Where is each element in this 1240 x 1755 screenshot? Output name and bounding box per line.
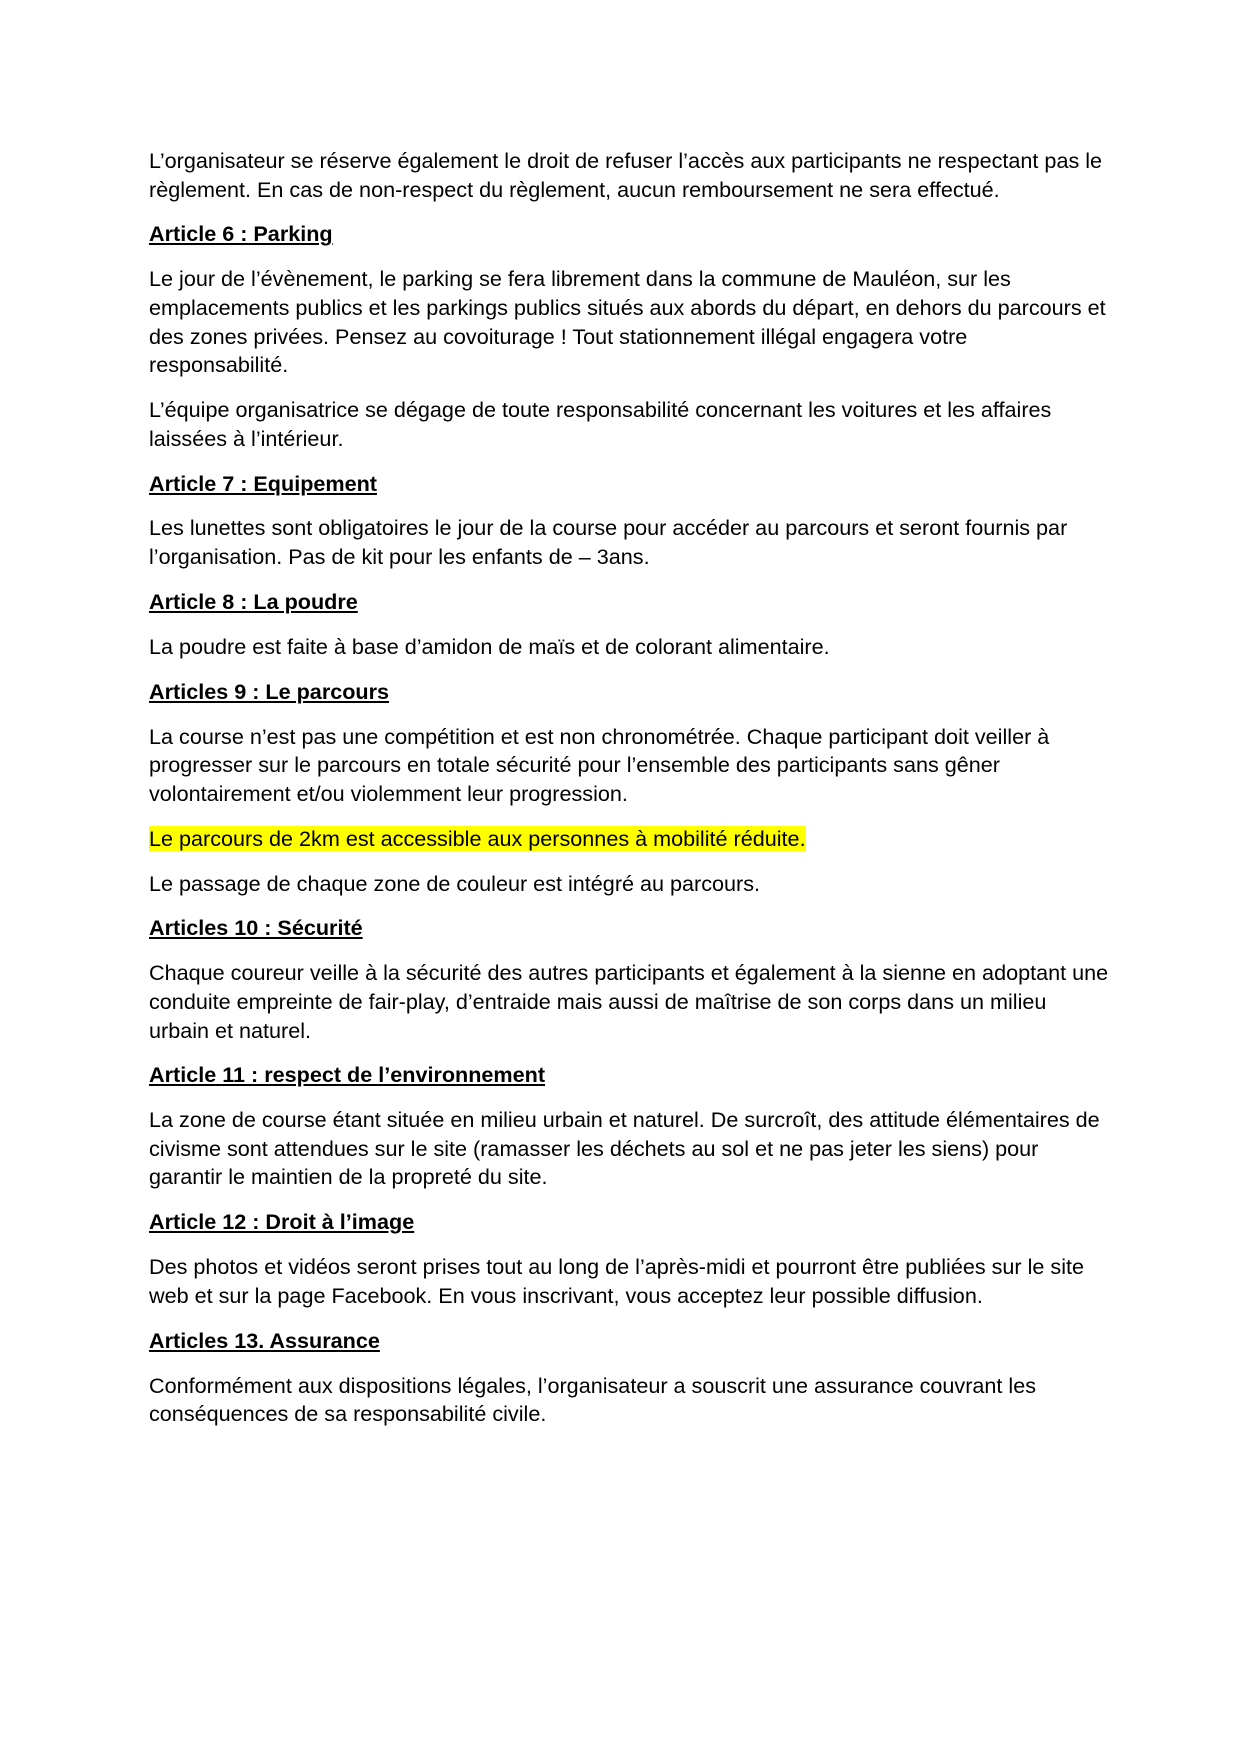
article-9-heading: Articles 9 : Le parcours — [149, 678, 390, 704]
article-11-heading: Article 11 : respect de l’environnement — [149, 1062, 546, 1088]
article-7-paragraph-1: Les lunettes sont obligatoires le jour de la course pour accéder au parcours et seront fournis par l’organisation. Pas de kit pour les enfants de – 3ans. — [149, 515, 1068, 570]
article-12-heading: Article 12 : Droit à l’image — [149, 1209, 415, 1235]
article-8-paragraph-1: La poudre est faite à base d’amidon de maïs et de colorant alimentaire. — [149, 633, 830, 659]
article-11-paragraph-1: La zone de course étant située en milieu urbain et naturel. De surcroît, des attitude élémentaires de civisme sont attendues sur le site (ramasser les déchets au sol et ne pas jeter les siens) pour garantir le maintien de la propreté du site. — [149, 1107, 1100, 1190]
intro-paragraph: L’organisateur se réserve également le droit de refuser l’accès aux participants ne respectant pas le règlement. En cas de non-respect du règlement, aucun remboursement ne sera effectué. — [149, 148, 1103, 202]
document-page — [149, 147, 1109, 1445]
article-9-highlight-paragraph — [149, 825, 1109, 854]
article-8-heading: Article 8 : La poudre — [149, 588, 358, 614]
highlighted-text: Le parcours de 2km est accessible aux personnes à mobilité réduite. — [149, 825, 806, 851]
article-6-heading: Article 6 : Parking — [149, 221, 333, 247]
article-13-paragraph-1: Conformément aux dispositions légales, l’organisateur a souscrit une assurance couvrant les conséquences de sa responsabilité civile. — [149, 1372, 1037, 1427]
article-10-paragraph-1: Chaque coureur veille à la sécurité des autres participants et également à la sienne en adoptant une conduite empreinte de fair-play, d’entraide mais aussi de maîtrise de son corps dans un milieu urbain et naturel. — [149, 960, 1109, 1043]
article-9-paragraph-3: Le passage de chaque zone de couleur est intégré au parcours. — [149, 870, 761, 896]
article-6-paragraph-2: L’équipe organisatrice se dégage de toute responsabilité concernant les voitures et les affaires laissées à l’intérieur. — [149, 397, 1052, 451]
article-7-heading: Article 7 : Equipement — [149, 470, 377, 496]
article-6-paragraph-1: Le jour de l’évènement, le parking se fera librement dans la commune de Mauléon, sur les emplacements publics et les parkings publics situés aux abords du départ, en dehors du parcours et des zones privées. Pensez au covoiturage ! Tout stationnement illégal engagera votre responsabilité. — [149, 266, 1106, 378]
article-13-heading: Articles 13. Assurance — [149, 1327, 380, 1353]
article-10-heading: Articles 10 : Sécurité — [149, 915, 363, 941]
article-9-paragraph-1: La course n’est pas une compétition et est non chronométrée. Chaque participant doit veiller à progresser sur le parcours en totale sécurité pour l’ensemble des participants sans gêner volontairement et/ou violemment leur progression. — [149, 723, 1050, 806]
article-12-paragraph-1: Des photos et vidéos seront prises tout au long de l’après-midi et pourront être publiées sur le site web et sur la page Facebook. En vous inscrivant, vous acceptez leur possible diffusion. — [149, 1254, 1085, 1308]
